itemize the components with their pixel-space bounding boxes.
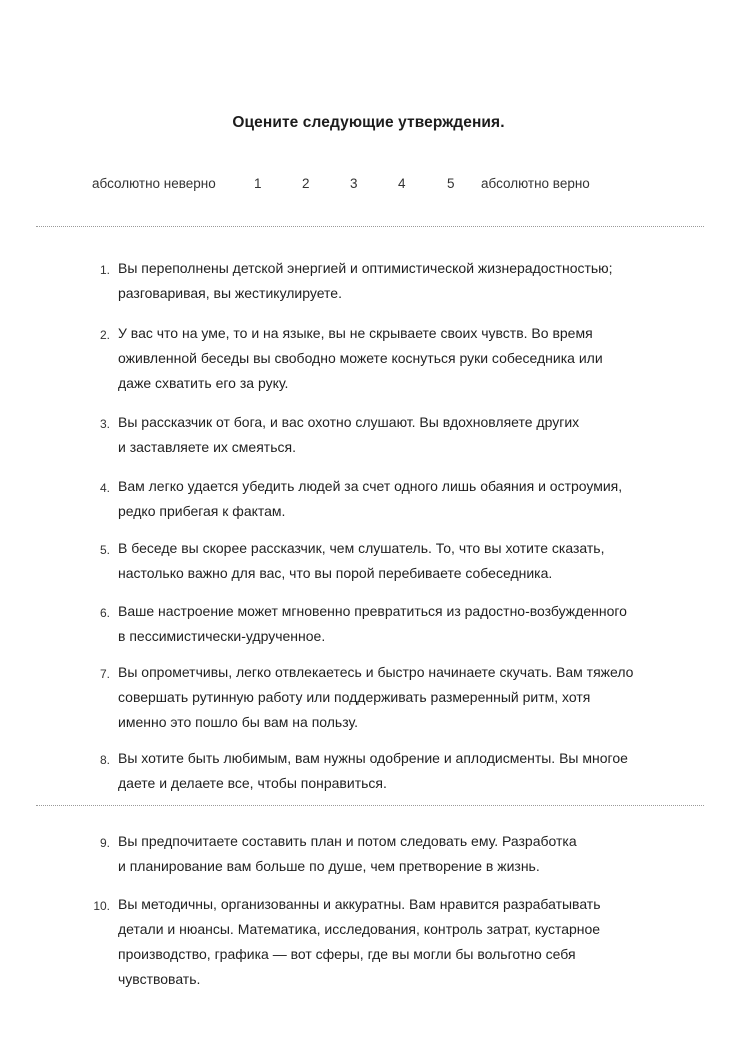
dotted-divider-bottom [36, 805, 704, 806]
item-number: 10. [93, 899, 110, 913]
item-text: Ваше настроение может мгновенно превратиться из радостно-возбужденного в пессимистически-удрученное. [118, 603, 627, 644]
item-number: 7. [99, 667, 110, 681]
scale-value-5: 5 [447, 176, 455, 191]
item-text: У вас что на уме, то и на языке, вы не скрываете своих чувств. Во время оживленной беседы вы свободно можете коснуться руки собеседника или даже схватить его за руку. [118, 325, 603, 391]
item-text: Вы методичны, организованны и аккуратны. Вам нравится разрабатывать детали и нюансы. Математика, исследования, контроль затрат, кустарное производство, графика — вот сферы, где вы могли бы вольготно себя чувствовать. [118, 896, 601, 987]
dotted-divider-top [36, 226, 704, 227]
item-text: Вы переполнены детской энергией и оптимистической жизнерадостностью; разговаривая, вы жестикулируете. [118, 260, 613, 301]
item-number: 1. [99, 263, 110, 277]
item-number: 2. [99, 328, 110, 342]
scale-value-1: 1 [254, 176, 262, 191]
rating-scale [0, 176, 737, 196]
scale-left-label: абсолютно неверно [92, 176, 216, 191]
item-number: 9. [99, 836, 110, 850]
page-title: Оцените следующие утверждения. [232, 114, 505, 131]
item-text: В беседе вы скорее рассказчик, чем слушатель. То, что вы хотите сказать, настолько важно для вас, что вы порой перебиваете собеседника. [118, 540, 605, 581]
item-number: 8. [99, 753, 110, 767]
item-text: Вы рассказчик от бога, и вас охотно слушают. Вы вдохновляете других и заставляете их смеяться. [118, 414, 580, 455]
item-text: Вы хотите быть любимым, вам нужны одобрение и аплодисменты. Вы многое даете и делаете все, чтобы понравиться. [118, 750, 628, 791]
item-number: 6. [99, 606, 110, 620]
scale-right-label: абсолютно верно [481, 176, 590, 191]
item-text: Вам легко удается убедить людей за счет одного лишь обаяния и остроумия, редко прибегая к фактам. [118, 478, 623, 519]
scale-value-4: 4 [398, 176, 406, 191]
scale-value-3: 3 [350, 176, 358, 191]
item-number: 4. [99, 481, 110, 495]
item-number: 5. [99, 543, 110, 557]
scale-value-2: 2 [302, 176, 310, 191]
item-text: Вы предпочитаете составить план и потом следовать ему. Разработка и планирование вам больше по душе, чем претворение в жизнь. [118, 833, 577, 874]
item-number: 3. [99, 417, 110, 431]
item-text: Вы опрометчивы, легко отвлекаетесь и быстро начинаете скучать. Вам тяжело совершать рутинную работу или поддерживать размеренный ритм, хотя именно это пошло бы вам на пользу. [118, 664, 634, 730]
